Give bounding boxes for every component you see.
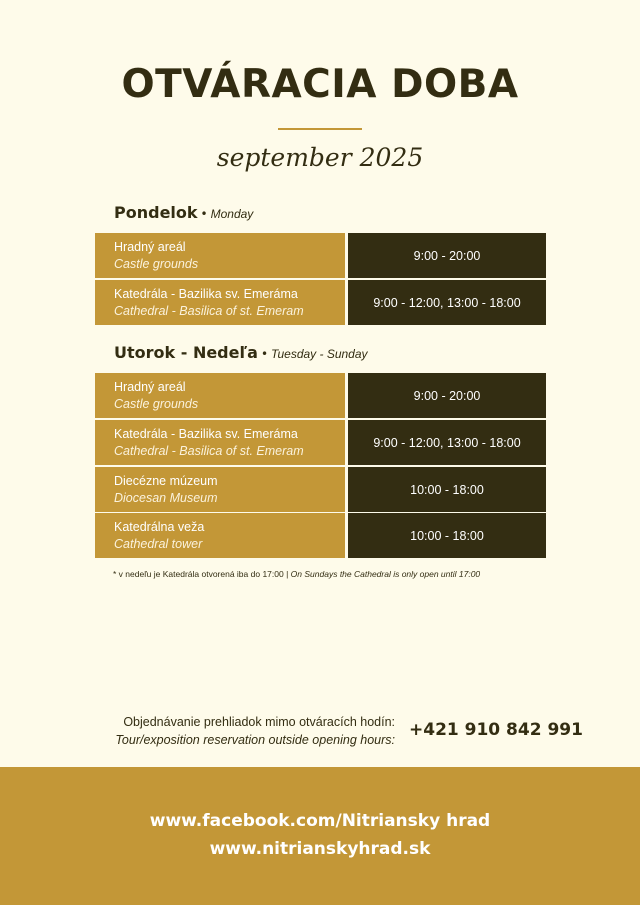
venue-name-en: Castle grounds bbox=[114, 397, 199, 411]
opening-hours: 9:00 - 12:00, 13:00 - 18:00 bbox=[348, 420, 546, 465]
schedule-row bbox=[95, 373, 546, 418]
venue-label bbox=[95, 513, 345, 558]
venue-name-en: Cathedral - Basilica of st. Emeram bbox=[114, 304, 304, 318]
title-divider bbox=[278, 128, 362, 130]
note-sk: * v nedeľu je Katedrála otvorená iba do 17:00 | bbox=[113, 569, 289, 579]
schedule-row bbox=[95, 513, 546, 558]
day-separator: • bbox=[260, 347, 269, 361]
day-name-en: Monday bbox=[210, 207, 254, 221]
website-link[interactable]: www.nitrianskyhrad.sk bbox=[209, 839, 431, 859]
schedule-row bbox=[95, 280, 546, 325]
opening-hours: 9:00 - 12:00, 13:00 - 18:00 bbox=[348, 280, 546, 325]
venue-label bbox=[95, 420, 345, 465]
reservation-info bbox=[115, 713, 395, 749]
schedule-row bbox=[95, 420, 546, 465]
page-title: OTVÁRACIA DOBA bbox=[121, 62, 519, 107]
day-name-en: Tuesday - Sunday bbox=[271, 347, 368, 361]
schedule-row bbox=[95, 467, 546, 512]
note-en: On Sundays the Cathedral is only open until 17:00 bbox=[290, 569, 481, 579]
footer-banner bbox=[0, 767, 640, 905]
day-name-sk: Pondelok bbox=[114, 203, 198, 222]
venue-name-sk: Katedrálna veža bbox=[114, 520, 205, 534]
opening-hours: 10:00 - 18:00 bbox=[348, 513, 546, 558]
venue-name-en: Castle grounds bbox=[114, 257, 199, 271]
day-separator: • bbox=[200, 207, 208, 221]
venue-name-en: Diocesan Museum bbox=[114, 491, 218, 505]
venue-label bbox=[95, 280, 345, 325]
month-subtitle: september 2025 bbox=[216, 143, 424, 172]
venue-name-en: Cathedral tower bbox=[114, 537, 203, 551]
venue-name-sk: Katedrála - Bazilika sv. Emeráma bbox=[114, 287, 298, 301]
reservation-text-en: Tour/exposition reservation outside opening hours: bbox=[115, 733, 395, 747]
venue-label bbox=[95, 233, 345, 278]
facebook-link[interactable]: www.facebook.com/Nitriansky hrad bbox=[149, 811, 491, 831]
venue-name-sk: Diecézne múzeum bbox=[114, 474, 218, 488]
opening-hours: 9:00 - 20:00 bbox=[348, 233, 546, 278]
opening-hours: 9:00 - 20:00 bbox=[348, 373, 546, 418]
venue-label bbox=[95, 467, 345, 512]
sunday-note bbox=[113, 569, 480, 579]
phone-number[interactable]: +421 910 842 991 bbox=[409, 720, 583, 740]
day-heading-tuesday-sunday bbox=[114, 343, 368, 362]
day-heading-monday bbox=[114, 203, 253, 222]
opening-hours: 10:00 - 18:00 bbox=[348, 467, 546, 512]
day-name-sk: Utorok - Nedeľa bbox=[114, 343, 258, 362]
schedule-row bbox=[95, 233, 546, 278]
venue-name-en: Cathedral - Basilica of st. Emeram bbox=[114, 444, 304, 458]
venue-name-sk: Katedrála - Bazilika sv. Emeráma bbox=[114, 427, 298, 441]
venue-label bbox=[95, 373, 345, 418]
venue-name-sk: Hradný areál bbox=[114, 240, 186, 254]
venue-name-sk: Hradný areál bbox=[114, 380, 186, 394]
reservation-text-sk: Objednávanie prehliadok mimo otváracích hodín: bbox=[123, 715, 395, 729]
